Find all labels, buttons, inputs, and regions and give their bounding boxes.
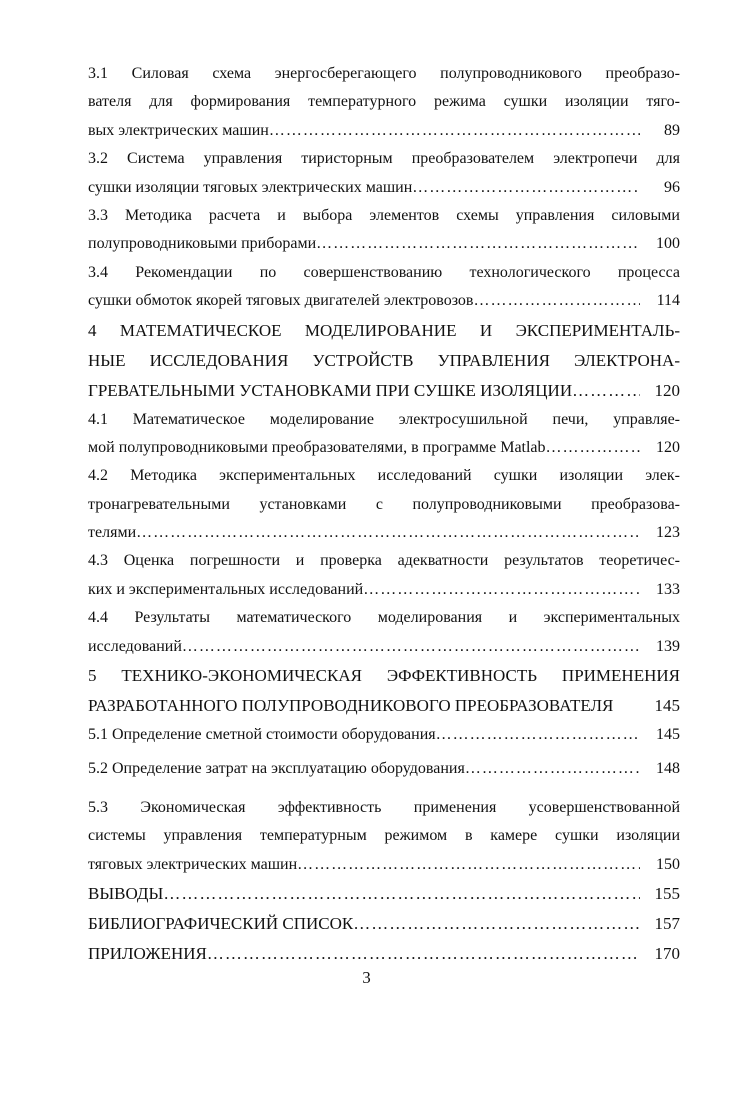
toc-entry-4-4	[88, 604, 680, 661]
toc-page-number: 155	[654, 883, 680, 903]
toc-page-number: 145	[654, 696, 680, 716]
toc-page-number: 150	[656, 855, 680, 873]
toc-page-number: 89	[664, 121, 680, 139]
toc-entry-text: мой полупроводниковыми преобразователями, в программе Matlab	[88, 438, 546, 456]
toc-entry-text: тяговых электрических машин	[88, 855, 298, 873]
toc-bibliography	[88, 909, 680, 939]
dot-leader	[269, 117, 640, 145]
toc-chapter-5	[88, 661, 680, 721]
toc-page-number: 145	[656, 726, 680, 744]
dot-leader	[207, 939, 640, 969]
toc-page-number: 133	[656, 580, 680, 598]
toc-entry-text: полупроводниковыми приборами	[88, 235, 317, 253]
toc-entry-text: 3.4 Рекомендации по совершенствованию технологического процесса	[88, 263, 680, 281]
dot-leader	[353, 909, 640, 939]
toc-appendices	[88, 939, 680, 969]
dot-leader	[465, 755, 640, 783]
toc-page-number: 114	[656, 292, 680, 310]
toc-entry-text: 4.4 Результаты математического моделирования и экспериментальных	[88, 609, 680, 627]
toc-entry-text: 3.2 Система управления тиристорным преобразователем электропечи для	[88, 150, 680, 168]
toc-chapter-text: 4 МАТЕМАТИЧЕСКОЕ МОДЕЛИРОВАНИЕ И ЭКСПЕРИМЕНТАЛЬ-	[88, 320, 680, 340]
toc-entry-text: 5.1 Определение сметной стоимости оборудования	[88, 726, 436, 744]
dot-leader	[182, 633, 640, 661]
toc-page-number: 120	[656, 438, 680, 456]
toc-chapter-4	[88, 316, 680, 406]
toc-entry-text: 5.2 Определение затрат на эксплуатацию оборудования	[88, 760, 465, 778]
toc-entry-text: сушки изоляции тяговых электрических машин	[88, 178, 413, 196]
toc-conclusions	[88, 879, 680, 909]
toc-entry-text: вателя для формирования температурного режима сушки изоляции тяго-	[88, 93, 680, 111]
toc-entry-5-2	[88, 755, 680, 783]
toc-chapter-text: ПРИЛОЖЕНИЯ	[88, 943, 207, 963]
toc-entry-text: 4.3 Оценка погрешности и проверка адекватности результатов теоретичес-	[88, 552, 680, 570]
toc-page-number: 120	[654, 380, 680, 400]
toc-chapter-text: БИБЛИОГРАФИЧЕСКИЙ СПИСОК	[88, 913, 354, 933]
toc-entry-3-1	[88, 60, 680, 145]
toc-page-number: 139	[656, 637, 680, 655]
dot-leader	[546, 434, 640, 462]
toc-entry-3-3	[88, 202, 680, 259]
dot-leader	[473, 287, 640, 315]
toc-page-number: 148	[656, 760, 680, 778]
toc-entry-text: сушки обмоток якорей тяговых двигателей электровозов	[88, 292, 474, 310]
toc-entry-5-3	[88, 794, 680, 879]
toc-chapter-text: ВЫВОДЫ	[88, 883, 164, 903]
table-of-contents	[88, 60, 680, 969]
toc-page-number: 100	[656, 235, 680, 253]
toc-entry-4-1	[88, 406, 680, 463]
dot-leader	[163, 879, 640, 909]
toc-page-number: 157	[654, 913, 680, 933]
dot-leader	[316, 230, 640, 258]
toc-entry-text: 5.3 Экономическая эффективность применения усовершенствованной	[88, 798, 680, 816]
toc-page-number: 123	[656, 524, 680, 542]
toc-entry-3-4	[88, 259, 680, 316]
dot-leader	[412, 174, 640, 202]
toc-chapter-text: ГРЕВАТЕЛЬНЫМИ УСТАНОВКАМИ ПРИ СУШКЕ ИЗОЛЯЦИИ	[88, 380, 573, 400]
toc-chapter-text: 5 ТЕХНИКО-ЭКОНОМИЧЕСКАЯ ЭФФЕКТИВНОСТЬ ПРИМЕНЕНИЯ	[88, 666, 680, 686]
toc-page-number: 170	[654, 943, 680, 963]
dot-leader	[363, 576, 640, 604]
toc-entry-4-3	[88, 547, 680, 604]
toc-entry-text: 4.2 Методика экспериментальных исследований сушки изоляции элек-	[88, 467, 680, 485]
dot-leader	[436, 721, 640, 749]
toc-chapter-text: РАЗРАБОТАННОГО ПОЛУПРОВОДНИКОВОГО ПРЕОБРАЗОВАТЕЛЯ	[88, 696, 614, 716]
dot-leader	[572, 376, 640, 406]
toc-entry-5-1	[88, 721, 680, 749]
dot-leader	[136, 519, 640, 547]
toc-entry-text: ких и экспериментальных исследований	[88, 580, 364, 598]
toc-chapter-text: НЫЕ ИССЛЕДОВАНИЯ УСТРОЙСТВ УПРАВЛЕНИЯ ЭЛЕКТРОНА-	[88, 350, 680, 370]
page-number: 3	[362, 968, 371, 987]
toc-entry-text: 4.1 Математическое моделирование электросушильной печи, управляе-	[88, 410, 680, 428]
toc-page-number: 96	[664, 178, 680, 196]
dot-leader	[297, 851, 640, 879]
toc-entry-text: телями	[88, 524, 137, 542]
toc-entry-text: вых электрических машин	[88, 121, 269, 139]
toc-entry-4-2	[88, 462, 680, 547]
toc-entry-text: исследований	[88, 637, 182, 655]
toc-entry-text: тронагревательными установками с полупроводниковыми преобразова-	[88, 495, 680, 513]
toc-entry-text: 3.1 Силовая схема энергосберегающего полупроводникового преобразо-	[88, 65, 680, 82]
toc-entry-text: системы управления температурным режимом в камере сушки изоляции	[88, 827, 680, 845]
toc-entry-3-2	[88, 145, 680, 202]
toc-entry-text: 3.3 Методика расчета и выбора элементов схемы управления силовыми	[88, 206, 680, 224]
